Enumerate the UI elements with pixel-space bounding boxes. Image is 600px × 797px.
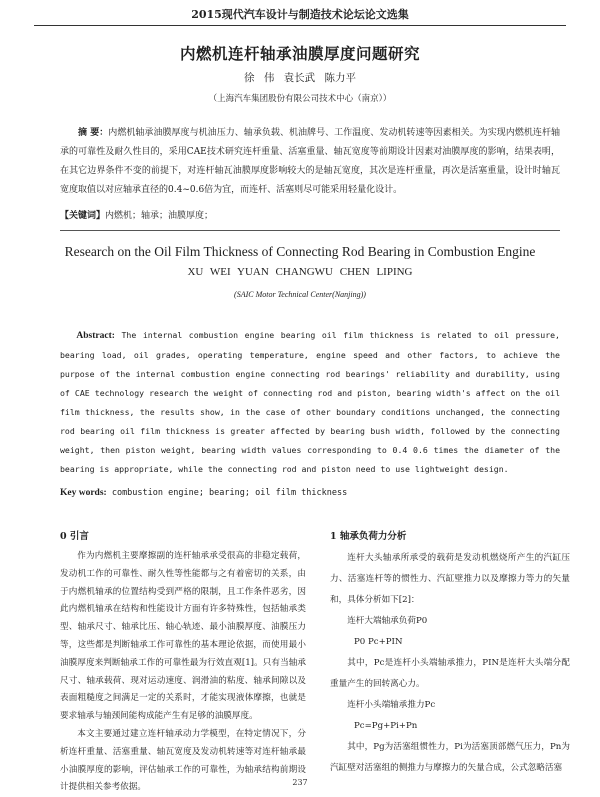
running-header: 2015现代汽车设计与制造技术论坛论文选集	[34, 6, 566, 26]
chinese-abstract-label: 摘 要：	[78, 128, 109, 138]
section-1-paragraph-1: 连杆大头轴承所承受的载荷是发动机燃烧所产生的汽缸压力、活塞连杆等的惯性力、汽缸壁推力以及摩擦力等力的矢量和，具体分析如下[2]：	[330, 553, 570, 605]
section-1-subheading-2: 连杆小头端轴承推力Pc	[347, 700, 436, 710]
english-abstract-label: Abstract:	[76, 331, 115, 341]
english-authors: XU WEI YUAN CHANGWU CHEN LIPING	[187, 266, 413, 278]
chinese-keywords-text: 内燃机；轴承；油膜厚度；	[105, 211, 214, 221]
english-abstract-text: The internal combustion engine bearing oil film thickness is related to oil pressure, bearing load, oil grades, operating temperature, engine speed and other factors, to achieve the purpose of the internal combustion engine connecting rod bearings' reliability and durability, using of CAE technology research the weight of connecting rod and piston, bearing width's affect on the oil film thickness, the results show, in the case of other boundary conditions unchanged, the connecting rod bearing oil film thickness is greater affected by bearing bush width, followed by the connecting weight, then piston weight, bearing width values corresponding to 0.4 0.6 times the diameter of the bearing is appropriate, while the connecting rod and piston need to use lightweight design.	[60, 330, 560, 474]
english-abstract	[60, 326, 560, 479]
english-affiliation: (SAIC Motor Technical Center(Nanjing))	[234, 290, 366, 299]
english-title: Research on the Oil Film Thickness of Connecting Rod Bearing in Combustion Engine	[64, 244, 536, 259]
section-1-subheading-1: 连杆大端轴承负荷P0	[347, 616, 428, 626]
intro-paragraph-1: 作为内燃机主要摩擦副的连杆轴承承受很高的非稳定载荷，发动机工作的可靠性、耐久性等性能都与之有着密切的关系，由于内燃机轴承的位置结构受到严格的限制，且工作条件恶劣，因此内燃机轴承在结构和性能设计方面有许多特殊性，包括轴承类型、轴承尺寸、轴承比压、轴心轨迹、最小油膜厚度、油膜压力等，这些都是判断轴承工作可靠性的基本理论依据，而使用最小油膜厚度来判断轴承工作的可靠性最为行效直观[1]。只有当轴承尺寸、轴承载荷、现对运动速度、润滑油的粘度、轴承间隙以及表面粗糙度之间满足一定的关系时，才能实现液体摩擦，也就是要求轴承与轴颈间能构成能产生有足够的油膜厚度。	[60, 551, 306, 722]
intro-heading: 0 引言	[60, 531, 89, 542]
formula-1: P0 Pc+PIN	[354, 637, 403, 647]
section-1-paragraph-2: 其中，Pc是连杆小头端轴承推力，PIN是连杆大头端分配重量产生的回转离心力。	[330, 658, 570, 689]
english-keywords-label: Key words:	[60, 488, 107, 498]
chinese-abstract-text: 内燃机轴承油膜厚度与机油压力、轴承负载、机油牌号、工作温度、发动机转速等因素相关。为实现内燃机连杆轴承的可靠性及耐久性目的，采用CAE技术研究连杆重量、活塞重量、轴瓦宽度等前期设计因素对油膜厚度的影响，结果表明，在其它边界条件不变的前提下，对连杆轴瓦油膜厚度影响较大的是轴瓦宽度，其次是连杆重量，再次是活塞重量，设计时轴瓦宽度取值以对应轴承直径的0.4~0.6倍为宜，而连杆、活塞则尽可能采用轻量化设计。	[60, 128, 560, 195]
page-number: 237	[292, 778, 308, 787]
intro-paragraph-2: 本文主要通过建立连杆轴承动力学模型，在特定情况下，分析连杆重量、活塞重量、轴瓦宽度及发动机转速等对连杆轴承最小油膜厚度的影响，评估轴承工作的可靠性，为轴承结构前期设计提供相关参考依据。	[60, 728, 306, 793]
chinese-keywords-label: 【关键词】	[60, 211, 106, 221]
chinese-authors: 徐 伟 袁长武 陈力平	[243, 72, 356, 84]
right-column	[330, 528, 570, 779]
formula-2: Pc=Pg+Pi+Pn	[354, 721, 418, 731]
chinese-affiliation: （上海汽车集团股份有限公司技术中心（南京））	[208, 94, 392, 104]
chinese-abstract	[60, 124, 560, 200]
chinese-title: 内燃机连杆轴承油膜厚度问题研究	[179, 44, 420, 63]
english-keywords	[60, 488, 560, 498]
chinese-keywords	[60, 208, 560, 221]
section-divider	[60, 230, 560, 231]
section-1-paragraph-3: 其中，Pg为活塞组惯性力，Pi为活塞顶部燃气压力，Pn为汽缸壁对活塞组的侧推力与摩擦力的矢量合成，公式忽略活塞	[330, 742, 570, 773]
english-keywords-text: combustion engine; bearing; oil film thickness	[111, 488, 348, 498]
section-1-heading: 1 轴承负荷力分析	[330, 531, 407, 542]
left-column	[60, 528, 306, 797]
